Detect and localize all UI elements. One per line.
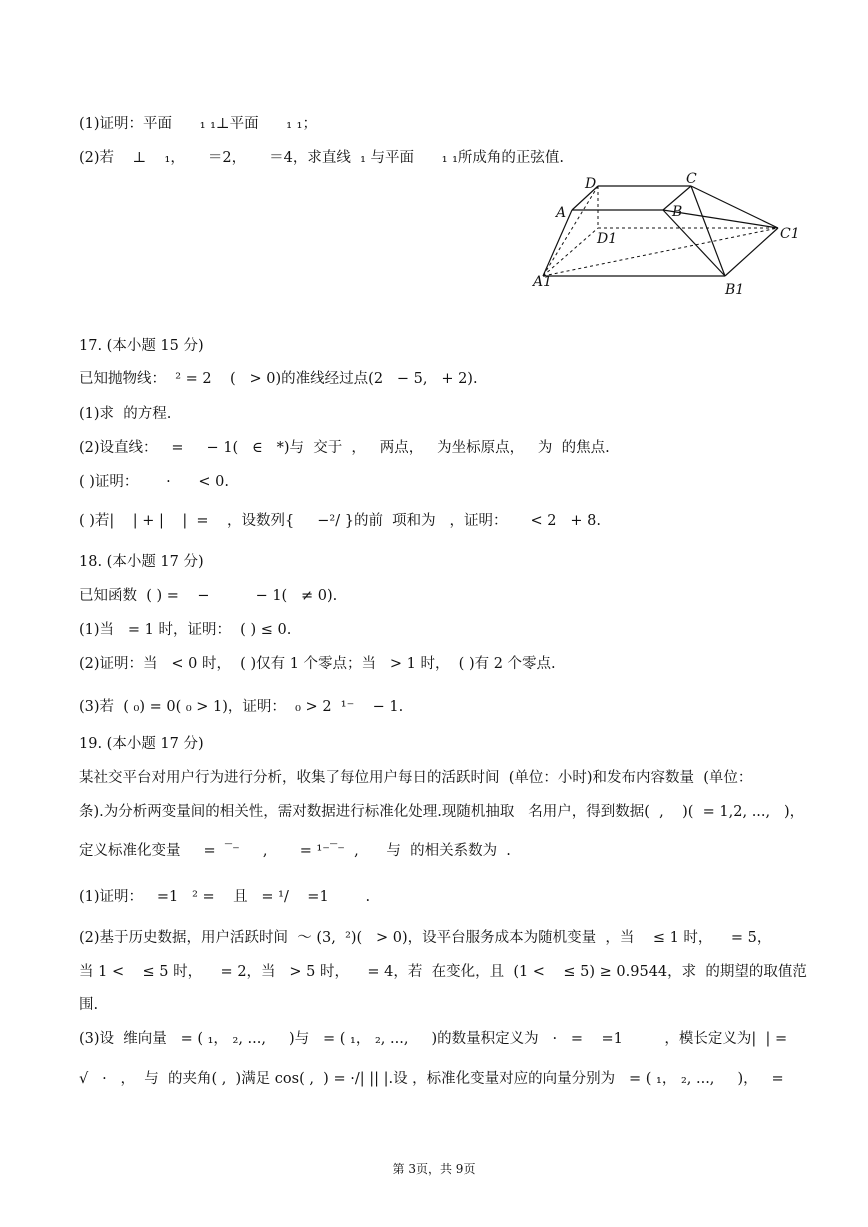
line-4: 已知抛物线： ² = 2 ( > 0)的准线经过点(2 − 5, + 2).: [79, 371, 478, 387]
line-19: (2)基于历史数据，用户活跃时间 ～ (3, ²)( > 0)，设平台服务成本为随机变量 ，当 ≤ 1 时， = 5，: [79, 930, 772, 946]
label-B: B: [672, 204, 683, 220]
label-A: A: [556, 205, 567, 221]
line-7: ( )证明： · < 0.: [79, 474, 229, 490]
line-11: (1)当 = 1 时，证明： ( ) ≤ 0.: [79, 622, 292, 638]
line-2: (2)若 ⊥ ₁， ＝2， ＝4，求直线 ₁ 与平面 ₁ ₁所成角的正弦值.: [79, 150, 565, 166]
line-17: 定义标准化变量 = ‾⁻ , = ¹⁻‾⁻ , 与 的相关系数为 .: [79, 843, 511, 859]
line-13: (3)若 ( ₀) = 0( ₀ > 1)，证明： ₀ > 2 ¹⁻ − 1.: [79, 699, 404, 715]
line-21: 围.: [79, 997, 99, 1013]
line-16: 条).为分析两变量间的相关性，需对数据进行标准化处理.现随机抽取 名用户，得到数据( , )( = 1,2, ..., )，: [79, 804, 805, 820]
label-C1: C1: [780, 226, 800, 242]
line-6: (2)设直线： = − 1( ∈ *)与 交于 ， 两点， 为坐标原点， 为 的焦点.: [79, 440, 610, 456]
line-14: 19. (本小题 17 分): [79, 736, 204, 752]
page-footer: 第 3页，共 9页: [392, 1162, 476, 1176]
line-9: 18. (本小题 17 分): [79, 554, 204, 570]
geometry-figure: [525, 170, 815, 300]
line-22: (3)设 维向量 = ( ₁， ₂, ..., )与 = ( ₁， ₂, ..., )的数量积定义为 · = =1 ，模长定义为| | =: [79, 1031, 788, 1047]
line-8: ( )若| | + | | = ，设数列{ −²/ }的前 项和为 ，证明： < 2 + 8.: [79, 513, 601, 529]
line-20: 当 1 < ≤ 5 时， = 2，当 > 5 时， = 4，若 在变化，且 (1 < ≤ 5) ≥ 0.9544，求 的期望的取值范: [79, 964, 807, 980]
label-A1: A1: [533, 274, 553, 290]
line-1: (1)证明：平面 ₁ ₁⊥平面 ₁ ₁；: [79, 116, 317, 132]
line-18: (1)证明： =1 ² = 且 = ¹/ =1 .: [79, 889, 371, 905]
line-15: 某社交平台对用户行为进行分析，收集了每位用户每日的活跃时间 (单位：小时)和发布内容数量 (单位：: [79, 770, 753, 786]
label-B1: B1: [725, 282, 745, 298]
line-23: √ · ， 与 的夹角( , )满足 cos( , ) = ·/| || |.设 ，标准化变量对应的向量分别为 = ( ₁， ₂, ..., )， =: [79, 1071, 784, 1087]
label-C: C: [686, 171, 697, 187]
line-10: 已知函数 ( ) = − − 1( ≠ 0).: [79, 588, 338, 604]
label-D: D: [585, 176, 597, 192]
label-D1: D1: [597, 231, 618, 247]
line-3: 17. (本小题 15 分): [79, 338, 204, 354]
line-5: (1)求 的方程.: [79, 406, 172, 422]
line-12: (2)证明：当 < 0 时， ( )仅有 1 个零点；当 > 1 时， ( )有 2 个零点.: [79, 656, 556, 672]
